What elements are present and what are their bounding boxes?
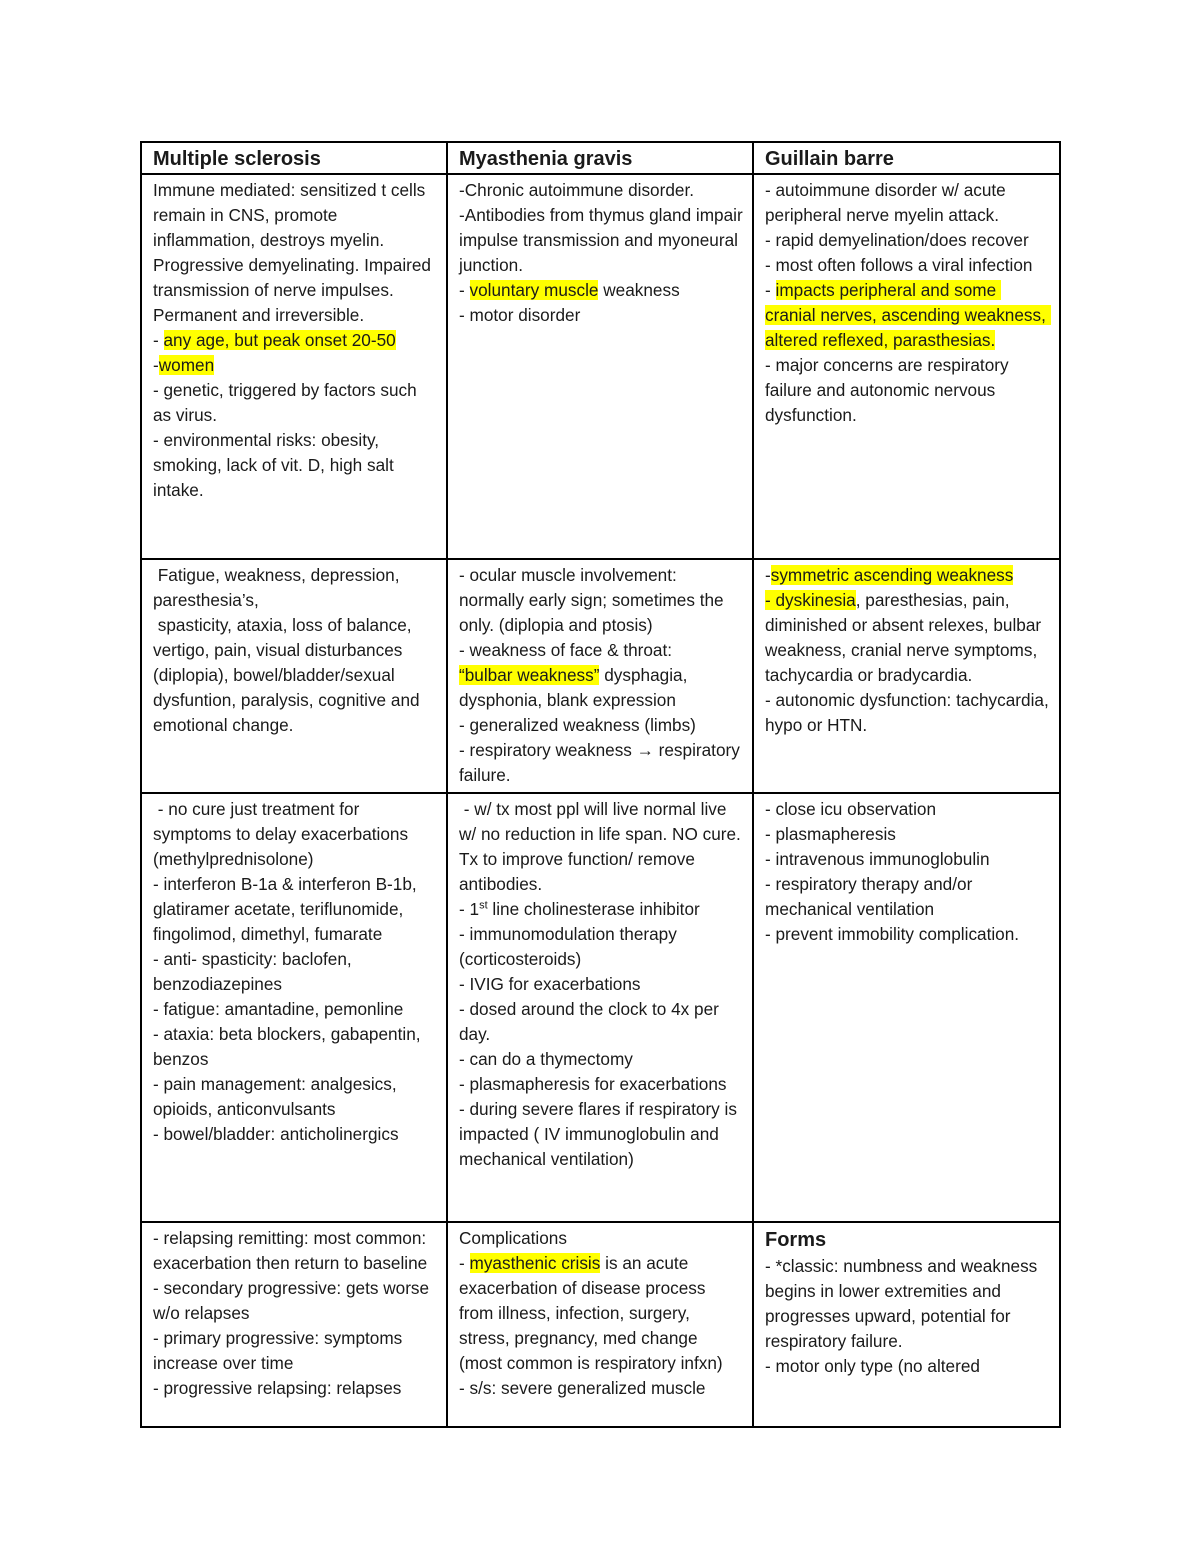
highlighted-text: - dyskinesia bbox=[765, 590, 856, 610]
cell-line bbox=[765, 1254, 1051, 1354]
line-text: - motor disorder bbox=[459, 305, 581, 325]
table-row-treatment bbox=[141, 793, 1060, 1222]
line-prefix: - bbox=[153, 330, 164, 350]
highlighted-text: any age, but peak onset 20-50 bbox=[163, 330, 396, 350]
table-cell bbox=[753, 793, 1060, 1222]
cell-line bbox=[153, 1122, 438, 1147]
line-text: - prevent immobility complication. bbox=[765, 924, 1020, 944]
cell-line bbox=[765, 278, 1051, 353]
line-text: - respiratory weakness → respiratory failure. bbox=[459, 740, 745, 785]
cell-line bbox=[459, 1226, 744, 1251]
highlighted-text: voluntary muscle bbox=[469, 280, 599, 300]
highlighted-text: myasthenic crisis bbox=[469, 1253, 601, 1273]
table-cell bbox=[753, 559, 1060, 793]
line-prefix: - bbox=[459, 1253, 470, 1273]
line-text: - immunomodulation therapy (corticosteroids) bbox=[459, 924, 682, 969]
cell-line bbox=[765, 588, 1051, 688]
cell-line bbox=[459, 638, 744, 663]
cell-line bbox=[153, 613, 438, 738]
line-text: - autoimmune disorder w/ acute peripheral nerve myelin attack. bbox=[765, 180, 1011, 225]
line-suffix: weakness bbox=[598, 280, 680, 300]
line-text: - secondary progressive: gets worse w/o relapses bbox=[153, 1278, 434, 1323]
cell-line bbox=[153, 797, 438, 872]
highlighted-text: “bulbar weakness” bbox=[459, 665, 600, 685]
line-suffix: dysphagia, dysphonia, blank expression bbox=[459, 665, 693, 710]
table-row-types bbox=[141, 1222, 1060, 1427]
header-multiple-sclerosis: Multiple sclerosis bbox=[141, 142, 447, 174]
cell-line bbox=[153, 178, 438, 328]
table-cell bbox=[447, 174, 753, 559]
cell-line bbox=[459, 922, 744, 972]
line-text: - can do a thymectomy bbox=[459, 1049, 633, 1069]
cell-line bbox=[765, 1354, 1051, 1379]
line-text: - progressive relapsing: relapses bbox=[153, 1378, 402, 1398]
cell-line bbox=[765, 847, 1051, 872]
table-header-row bbox=[141, 142, 1060, 174]
line-prefix: - bbox=[459, 280, 470, 300]
cell-line bbox=[153, 1226, 438, 1276]
line-text: - plasmapheresis for exacerbations bbox=[459, 1074, 727, 1094]
line-text: spasticity, ataxia, loss of balance, vertigo, pain, visual disturbances (diplopia), bowel/bladder/sexual dysfuntion, paralysis, cognitive and emotional change. bbox=[153, 615, 425, 735]
cell-line bbox=[765, 228, 1051, 253]
line-text: - fatigue: amantadine, pemonline bbox=[153, 999, 404, 1019]
cell-line bbox=[153, 872, 438, 947]
superscript: st bbox=[479, 899, 488, 912]
line-prefix: - bbox=[765, 565, 771, 585]
cell-line bbox=[153, 563, 438, 613]
line-text: - relapsing remitting: most common: exacerbation then return to baseline bbox=[153, 1228, 431, 1273]
cell-line bbox=[459, 663, 744, 713]
cell-line bbox=[153, 328, 438, 353]
line-text: - environmental risks: obesity, smoking, lack of vit. D, high salt intake. bbox=[153, 430, 399, 500]
line-text: - most often follows a viral infection bbox=[765, 255, 1033, 275]
line-text: - generalized weakness (limbs) bbox=[459, 715, 696, 735]
highlighted-text: women bbox=[158, 355, 215, 375]
cell-line bbox=[459, 303, 744, 328]
line-text: - bowel/bladder: anticholinergics bbox=[153, 1124, 399, 1144]
table-cell bbox=[753, 1222, 1060, 1427]
highlighted-text: impacts peripheral and some cranial nerves, ascending weakness, altered reflexed, parasthesias. bbox=[765, 280, 1051, 350]
line-text: - motor only type (no altered bbox=[765, 1356, 980, 1376]
cell-line bbox=[459, 278, 744, 303]
table-cell bbox=[753, 174, 1060, 559]
line-text: - intravenous immunoglobulin bbox=[765, 849, 990, 869]
line-text: -Antibodies from thymus gland impair impulse transmission and myoneural junction. bbox=[459, 205, 748, 275]
table-row-symptoms bbox=[141, 559, 1060, 793]
line-text: - anti- spasticity: baclofen, benzodiazepines bbox=[153, 949, 357, 994]
cell-line bbox=[459, 972, 744, 997]
cell-line bbox=[765, 822, 1051, 847]
cell-line bbox=[153, 1072, 438, 1122]
cell-line bbox=[153, 1326, 438, 1376]
section-title: Forms bbox=[765, 1229, 827, 1251]
cell-line bbox=[153, 428, 438, 503]
line-suffix: , paresthesias, pain, diminished or absent relexes, bulbar weakness, cranial nerve symptoms, tachycardia or bradycardia. bbox=[765, 590, 1046, 685]
cell-line bbox=[459, 1376, 744, 1401]
line-text: - plasmapheresis bbox=[765, 824, 896, 844]
line-text: - no cure just treatment for symptoms to delay exacerbations (methylprednisolone) bbox=[153, 799, 413, 869]
cell-line bbox=[153, 997, 438, 1022]
line-text: - s/s: severe generalized muscle bbox=[459, 1378, 706, 1398]
cell-line bbox=[153, 947, 438, 997]
table-cell bbox=[141, 793, 447, 1222]
cell-line bbox=[459, 797, 744, 897]
table-row-overview bbox=[141, 174, 1060, 559]
line-text: - dosed around the clock to 4x per day. bbox=[459, 999, 724, 1044]
cell-line bbox=[765, 922, 1051, 947]
line-text: - pain management: analgesics, opioids, anticonvulsants bbox=[153, 1074, 402, 1119]
cell-line bbox=[459, 1072, 744, 1097]
line-text: - IVIG for exacerbations bbox=[459, 974, 641, 994]
cell-line bbox=[459, 203, 748, 278]
line-text: - rapid demyelination/does recover bbox=[765, 230, 1029, 250]
cell-line bbox=[153, 353, 438, 378]
cell-line bbox=[459, 713, 744, 738]
line-text: - during severe flares if respiratory is impacted ( IV immunoglobulin and mechanical ventilation) bbox=[459, 1099, 742, 1169]
cell-line bbox=[459, 897, 744, 922]
line-text: - ataxia: beta blockers, gabapentin, benzos bbox=[153, 1024, 426, 1069]
cell-line bbox=[459, 1251, 744, 1376]
line-text: - major concerns are respiratory failure and autonomic nervous dysfunction. bbox=[765, 355, 1014, 425]
line-text: - *classic: numbness and weakness begins in lower extremities and progresses upward, potential for respiratory failure. bbox=[765, 1256, 1043, 1351]
cell-line bbox=[765, 1226, 1051, 1254]
line-text: - primary progressive: symptoms increase over time bbox=[153, 1328, 408, 1373]
line-prefix: - 1 bbox=[459, 899, 480, 919]
cell-line bbox=[153, 1276, 438, 1326]
cell-line bbox=[765, 253, 1051, 278]
cell-line bbox=[153, 1022, 438, 1072]
line-prefix: - bbox=[765, 280, 776, 300]
cell-line bbox=[153, 378, 438, 428]
table-cell bbox=[141, 174, 447, 559]
line-text: - weakness of face & throat: bbox=[459, 640, 673, 660]
comparison-table bbox=[140, 141, 1061, 1428]
cell-line bbox=[765, 797, 1051, 822]
cell-line bbox=[459, 563, 744, 638]
table-cell bbox=[447, 1222, 753, 1427]
cell-line bbox=[765, 563, 1051, 588]
header-myasthenia-gravis: Myasthenia gravis bbox=[447, 142, 753, 174]
line-text: Fatigue, weakness, depression, paresthesia’s, bbox=[153, 565, 405, 610]
line-text: - respiratory therapy and/or mechanical ventilation bbox=[765, 874, 978, 919]
cell-line bbox=[765, 688, 1054, 738]
highlighted-text: symmetric ascending weakness bbox=[770, 565, 1014, 585]
table-cell bbox=[141, 559, 447, 793]
line-suffix: line cholinesterase inhibitor bbox=[487, 899, 700, 919]
cell-line bbox=[459, 178, 744, 203]
cell-line bbox=[153, 1376, 438, 1401]
cell-line bbox=[765, 353, 1051, 428]
header-guillain-barre: Guillain barre bbox=[753, 142, 1060, 174]
cell-line bbox=[765, 178, 1051, 228]
line-text: - interferon B-1a & interferon B-1b, glatiramer acetate, teriflunomide, fingolimod, dimethyl, fumarate bbox=[153, 874, 422, 944]
cell-line bbox=[459, 997, 744, 1047]
line-text: - close icu observation bbox=[765, 799, 937, 819]
line-text: - autonomic dysfunction: tachycardia, hypo or HTN. bbox=[765, 690, 1054, 735]
line-text: Immune mediated: sensitized t cells remain in CNS, promote inflammation, destroys myelin. Progressive demyelinating. Impaired transmission of nerve impulses. Permanent and irreversible. bbox=[153, 180, 436, 325]
line-prefix: - bbox=[153, 355, 159, 375]
cell-line bbox=[459, 738, 744, 788]
cell-line bbox=[459, 1097, 744, 1172]
line-text: - genetic, triggered by factors such as virus. bbox=[153, 380, 422, 425]
line-suffix: is an acute exacerbation of disease process from illness, infection, surgery, stress, pregnancy, med change (most common is respiratory infxn) bbox=[459, 1253, 723, 1373]
cell-line bbox=[459, 1047, 744, 1072]
cell-line bbox=[765, 872, 1051, 922]
table-cell bbox=[447, 793, 753, 1222]
line-text: - w/ tx most ppl will live normal live w/ no reduction in life span. NO cure. Tx to improve function/ remove antibodies. bbox=[459, 799, 746, 894]
table-cell bbox=[141, 1222, 447, 1427]
line-text: -Chronic autoimmune disorder. bbox=[459, 180, 695, 200]
table-cell bbox=[447, 559, 753, 793]
line-text: - ocular muscle involvement: normally early sign; sometimes the only. (diplopia and ptosis) bbox=[459, 565, 729, 635]
line-text: Complications bbox=[459, 1228, 567, 1248]
